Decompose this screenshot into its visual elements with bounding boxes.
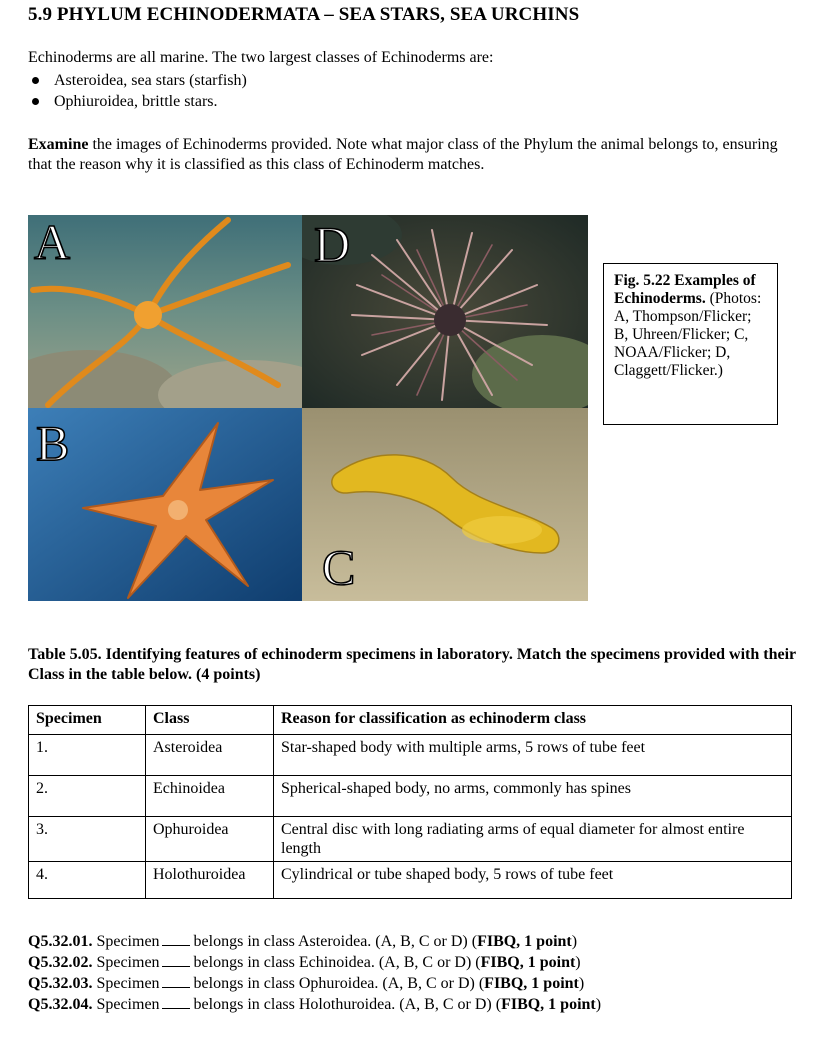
question-list [28,931,601,1015]
section-title: 5.9 PHYLUM ECHINODERMATA – SEA STARS, SEA URCHINS [28,4,580,25]
answer-blank[interactable] [162,994,190,1009]
question-id: Q5.32.04. [28,996,93,1013]
answer-blank[interactable] [162,973,190,988]
question-points: FIBQ, 1 point [477,933,572,950]
question-end: ) [575,954,581,971]
examine-bold: Examine [28,136,89,153]
question-pre: Specimen [96,954,160,971]
cell-specimen: 2. [29,776,146,817]
specimen-table [28,705,792,899]
header-reason: Reason for classification as echinoderm class [274,706,792,735]
question-pre: Specimen [96,975,160,992]
cell-reason: Cylindrical or tube shaped body, 5 rows of tube feet [274,862,792,899]
figure-caption-title: Fig. 5.22 Examples of Echinoderms. [614,272,756,307]
photo-letter-d: D [314,216,351,272]
cell-class: Echinoidea [146,776,274,817]
question-item [28,952,601,973]
question-post: belongs in class Ophuroidea. (A, B, C or D) ( [193,975,485,992]
cell-specimen: 3. [29,817,146,862]
question-id: Q5.32.03. [28,975,93,992]
figure-caption-credits: (Photos: A, Thompson/Flicker; B, Uhreen/Flicker; C, NOAA/Flicker; D, Claggett/Flicker.) [614,290,762,379]
cell-reason: Spherical-shaped body, no arms, commonly has spines [274,776,792,817]
question-end: ) [578,975,585,992]
question-item [28,994,601,1015]
examine-rest: the images of Echinoderms provided. Note what major class of the Phylum the animal belongs to, ensuring that the reason why it is classified as this class of Echinoderm matches. [28,136,778,173]
table-row [29,776,792,817]
answer-blank[interactable] [162,931,190,946]
question-points: FIBQ, 1 point [501,996,596,1013]
photo-letter-a: A [34,215,71,270]
question-points: FIBQ, 1 point [480,954,576,971]
table-row [29,735,792,776]
cell-class: Holothuroidea [146,862,274,899]
cell-reason: Star-shaped body with multiple arms, 5 rows of tube feet [274,735,792,776]
answer-blank[interactable] [162,952,190,967]
question-post: belongs in class Echinoidea. (A, B, C or D) ( [193,954,481,971]
header-class: Class [146,706,274,735]
question-post: belongs in class Holothuroidea. (A, B, C or D) ( [193,996,502,1013]
question-end: ) [571,933,578,950]
class-bullet-list [28,70,247,112]
photo-letter-b: B [36,415,70,471]
question-end: ) [595,996,602,1013]
cell-class: Ophuroidea [146,817,274,862]
examine-instructions [28,135,788,175]
bullet-ophiuroidea: Ophiuroidea, brittle stars. [28,91,247,112]
photo-c-sea-cucumber [302,408,588,601]
table-caption: Table 5.05. Identifying features of echinoderm specimens in laboratory. Match the specimens provided with their Class in the table below. (4 points) [28,646,796,683]
figure-caption [603,263,778,425]
photo-b-sea-star [28,408,302,601]
table-header-row [29,706,792,735]
echinoderm-photo-grid [28,215,588,601]
photo-a-brittle-star [28,215,302,408]
photo-letter-c: C [322,539,356,595]
cell-class: Asteroidea [146,735,274,776]
table-row [29,817,792,862]
question-points: FIBQ, 1 point [484,975,579,992]
question-pre: Specimen [96,996,160,1013]
bullet-asteroidea: Asteroidea, sea stars (starfish) [28,70,247,91]
cell-specimen: 1. [29,735,146,776]
question-item [28,931,601,952]
photo-d-sea-urchin [302,215,588,408]
question-item [28,973,601,994]
question-post: belongs in class Asteroidea. (A, B, C or D) ( [193,933,478,950]
intro-text: Echinoderms are all marine. The two largest classes of Echinoderms are: [28,49,494,66]
cell-specimen: 4. [29,862,146,899]
table-row [29,862,792,899]
question-pre: Specimen [96,933,160,950]
header-specimen: Specimen [29,706,146,735]
question-id: Q5.32.02. [28,954,93,971]
cell-reason: Central disc with long radiating arms of equal diameter for almost entire length [274,817,792,862]
question-id: Q5.32.01. [28,933,93,950]
